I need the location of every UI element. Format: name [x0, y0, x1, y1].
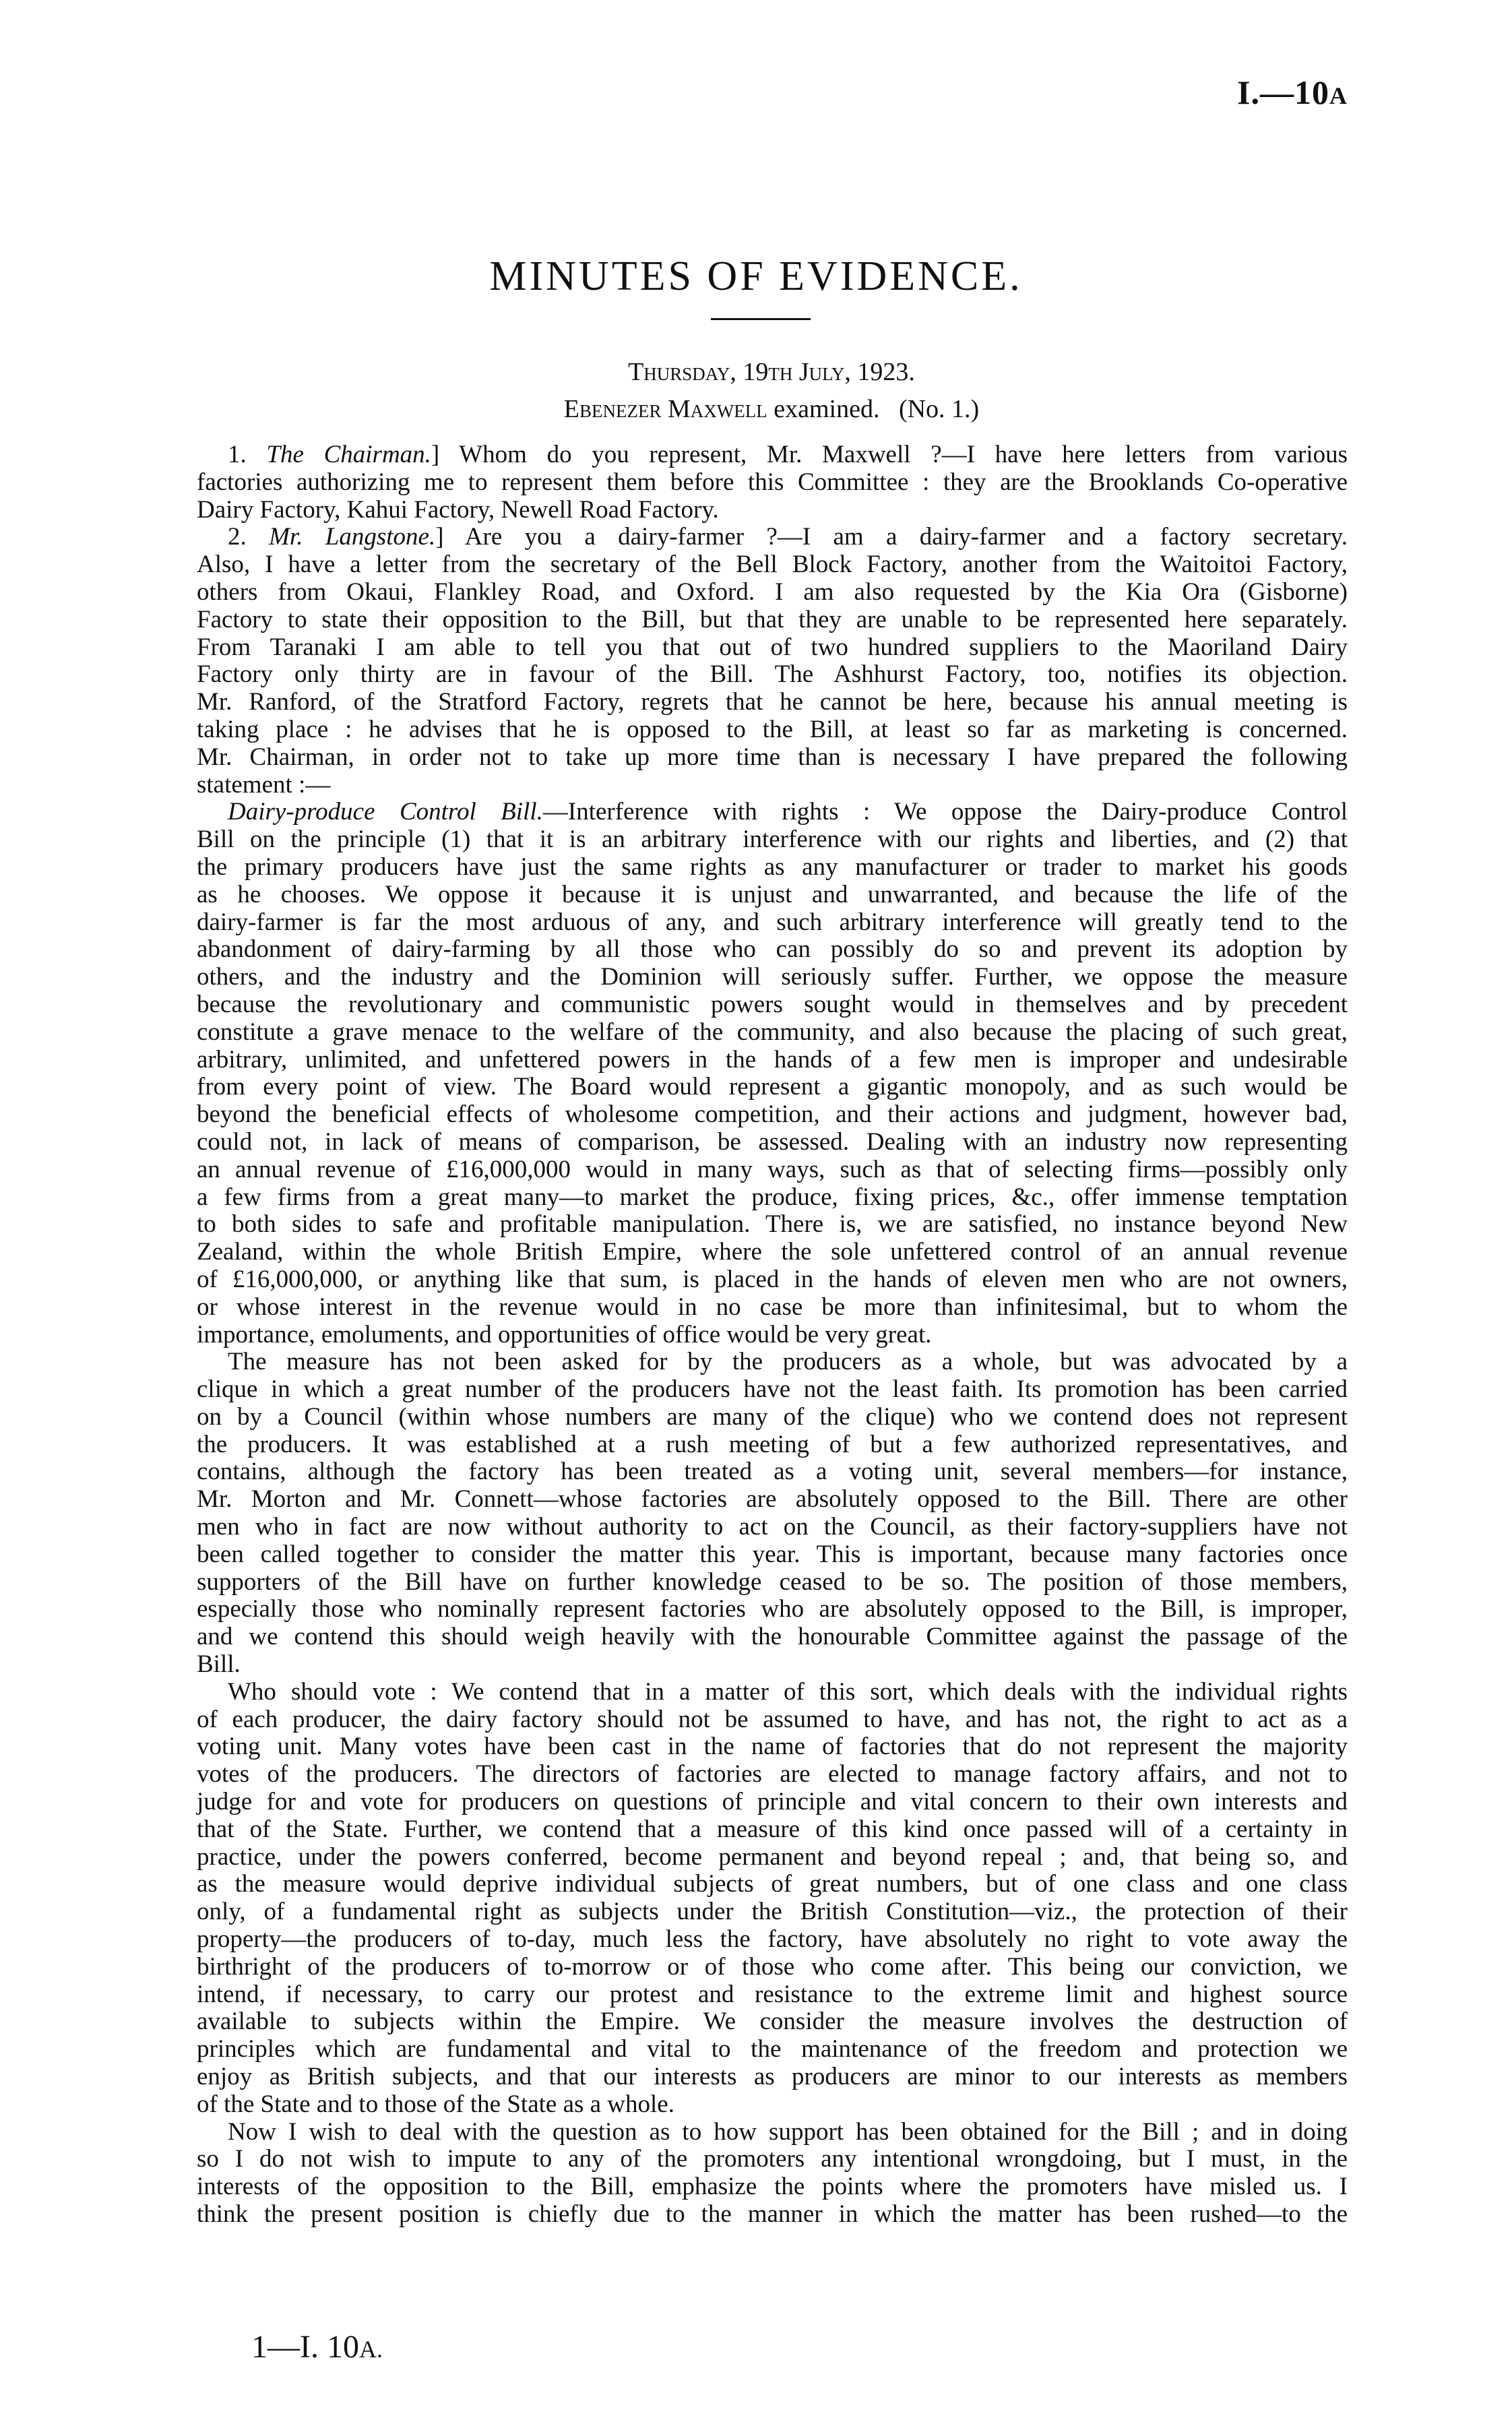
footer-main: 1—I. 10: [251, 2329, 359, 2365]
text-line: from every point of view. The Board would represent a gigantic monopoly, and as such would be: [197, 1073, 1348, 1101]
paragraph: [197, 1679, 1348, 2119]
text-line: Mr. Morton and Mr. Connett—whose factories are absolutely opposed to the Bill. There are other: [197, 1485, 1348, 1514]
text-line: Mr. Chairman, in order not to take up more time than is necessary I have prepared the following: [197, 743, 1348, 771]
text-line: on by a Council (within whose numbers are many of the clique) who we contend does not represent: [197, 1402, 1348, 1431]
speaker-label: Dairy-produce Control Bill.: [228, 798, 543, 826]
text-line: the primary producers have just the same rights as any manufacturer or trader to market his goods: [197, 852, 1348, 881]
text-line: intend, if necessary, to carry our protest and resistance to the extreme limit and highest source: [197, 1980, 1348, 2008]
text-line: principles which are fundamental and vital to the maintenance of the freedom and protection we: [197, 2035, 1348, 2064]
text-line: 2. Mr. Langstone.] Are you a dairy-farmer ?—I am a dairy-farmer and a factory secretary.: [228, 523, 1348, 551]
text-line: Who should vote : We contend that in a matter of this sort, which deals with the individual rights: [228, 1677, 1348, 1706]
text-line: an annual revenue of £16,000,000 would in many ways, such as that of selecting firms—possibly only: [197, 1155, 1348, 1183]
text-line: others from Okaui, Flankley Road, and Oxford. I am also requested by the Kia Ora (Gisborne): [197, 578, 1348, 606]
text-line: enjoy as British subjects, and that our interests as producers are minor to our interests as members: [197, 2063, 1348, 2091]
text-line: 1. The Chairman.] Whom do you represent, Mr. Maxwell ?—I have here letters from various: [228, 441, 1348, 468]
page-reference-suffix: A: [1329, 82, 1348, 109]
text-line: practice, under the powers conferred, become permanent and beyond repeal ; and, that being so, and: [197, 1842, 1348, 1871]
witness-examined: examined. (No. 1.): [767, 395, 980, 423]
text-line: others, and the industry and the Dominion will seriously suffer. Further, we oppose the measure: [197, 963, 1348, 991]
text-line: to both sides to safe and profitable manipulation. There is, we are satisfied, no instance beyond New: [197, 1210, 1348, 1239]
witness-heading: [0, 394, 1512, 424]
text-line: property—the producers of to-day, much less the factory, have absolutely no right to vote away the: [197, 1925, 1348, 1954]
text-line: could not, in lack of means of comparison, be assessed. Dealing with an industry now representing: [197, 1127, 1348, 1156]
text-line: men who in fact are now without authority to act on the Council, as their factory-suppliers have not: [197, 1513, 1348, 1541]
session-date: Thursday, 19th July, 1923.: [628, 358, 915, 386]
text-line: arbitrary, unlimited, and unfettered powers in the hands of a few men is improper and undesirable: [197, 1045, 1348, 1074]
paragraph: [197, 441, 1348, 524]
witness-name: Ebenezer Maxwell: [563, 395, 767, 423]
text-line: judge for and vote for producers on questions of principle and vital concern to their own interests and: [197, 1788, 1348, 1816]
speaker-label: Mr. Langstone.: [269, 523, 436, 551]
text-line: abandonment of dairy-farming by all those who can possibly do so and prevent its adoption by: [197, 935, 1348, 964]
text-line: Mr. Ranford, of the Stratford Factory, regrets that he cannot be here, because his annual meeting is: [197, 688, 1348, 716]
text-line: the producers. It was established at a rush meeting of but a few authorized representatives, and: [197, 1430, 1348, 1458]
text-line: that of the State. Further, we contend that a measure of this kind once passed will of a certainty in: [197, 1815, 1348, 1843]
footer-suffix: A.: [358, 2336, 383, 2363]
text-line: of the State and to those of the State as a whole.: [197, 2090, 674, 2118]
text-line: statement :—: [197, 770, 331, 799]
text-line: Now I wish to deal with the question as to how support has been obtained for the Bill ; and in doing: [228, 2117, 1348, 2146]
text-line: constitute a grave menace to the welfare of the community, and also because the placing of such great,: [197, 1018, 1348, 1046]
text-line: as he chooses. We oppose it because it is unjust and unwarranted, and because the life of the: [197, 880, 1348, 908]
text-line: contains, although the factory has been treated as a voting unit, several members—for instance,: [197, 1458, 1348, 1486]
text-line: taking place : he advises that he is opposed to the Bill, at least so far as marketing is concerned.: [197, 715, 1348, 743]
speaker-label: The Chairman.: [266, 441, 431, 468]
text-line: especially those who nominally represent factories who are absolutely opposed to the Bill, is improper,: [197, 1595, 1348, 1623]
page-footer: [251, 2328, 383, 2365]
text-line: clique in which a great number of the producers have not the least faith. Its promotion has been carried: [197, 1375, 1348, 1404]
text-line: available to subjects within the Empire. We consider the measure involves the destruction of: [197, 2008, 1348, 2036]
text-line: Zealand, within the whole British Empire, where the sole unfettered control of an annual revenue: [197, 1238, 1348, 1266]
text-line: The measure has not been asked for by the producers as a whole, but was advocated by a: [228, 1348, 1348, 1376]
paragraph: [197, 799, 1348, 1348]
text-line: as the measure would deprive individual subjects of great numbers, but of one class and one class: [197, 1870, 1348, 1898]
text-line: of each producer, the dairy factory should not be assumed to have, and has not, the right to act as a: [197, 1705, 1348, 1733]
text-line: importance, emoluments, and opportunities of office would be very great.: [197, 1320, 932, 1348]
text-line: factories authorizing me to represent them before this Committee : they are the Brooklands Co-operative: [197, 468, 1348, 496]
text-line: supporters of the Bill have on further knowledge ceased to be so. The position of those members,: [197, 1568, 1348, 1596]
document-title: MINUTES OF EVIDENCE.: [489, 253, 1023, 299]
text-line: and we contend this should weigh heavily with the honourable Committee against the passage of the: [197, 1623, 1348, 1651]
evidence-body: [197, 441, 1348, 2229]
text-line: Bill on the principle (1) that it is an arbitrary interference with our rights and liberties, and (2) that: [197, 826, 1348, 854]
text-line: Dairy Factory, Kahui Factory, Newell Road Factory.: [197, 495, 719, 524]
text-line: so I do not wish to impute to any of the promoters any intentional wrongdoing, but I must, in the: [197, 2145, 1348, 2173]
text-line: or whose interest in the revenue would in no case be more than infinitesimal, but to whom the: [197, 1293, 1348, 1321]
title-divider: [711, 318, 811, 320]
text-line: only, of a fundamental right as subjects under the British Constitution—viz., the protection of their: [197, 1898, 1348, 1926]
text-line: Factory to state their opposition to the Bill, but that they are unable to be represented here separately.: [197, 605, 1348, 633]
text-line: beyond the beneficial effects of wholesome competition, and their actions and judgment, however bad,: [197, 1100, 1348, 1129]
text-line: a few firms from a great many—to market the produce, fixing prices, &c., offer immense temptation: [197, 1183, 1348, 1211]
text-line: because the revolutionary and communistic powers sought would in themselves and by precedent: [197, 990, 1348, 1018]
text-line: think the present position is chiefly due to the manner in which the matter has been rushed—to the: [197, 2200, 1348, 2228]
text-line: been called together to consider the matter this year. This is important, because many factories once: [197, 1540, 1348, 1568]
paragraph: [197, 524, 1348, 799]
text-line: Factory only thirty are in favour of the Bill. The Ashhurst Factory, too, notifies its objection.: [197, 660, 1348, 689]
text-line: Dairy-produce Control Bill.—Interference with rights : We oppose the Dairy-produce Control: [228, 798, 1348, 826]
text-line: of £16,000,000, or anything like that sum, is placed in the hands of eleven men who are not owners,: [197, 1265, 1348, 1293]
text-line: votes of the producers. The directors of factories are elected to manage factory affairs, and not to: [197, 1760, 1348, 1789]
page-reference: [1237, 73, 1348, 112]
text-line: Bill.: [197, 1650, 241, 1679]
text-line: From Taranaki I am able to tell you that out of two hundred suppliers to the Maoriland Dairy: [197, 633, 1348, 661]
text-line: birthright of the producers of to-morrow or of those who come after. This being our conviction, we: [197, 1952, 1348, 1981]
text-line: dairy-farmer is far the most arduous of any, and such arbitrary interference will greatly tend to the: [197, 908, 1348, 936]
paragraph: [197, 1348, 1348, 1679]
text-line: interests of the opposition to the Bill, emphasize the points where the promoters have misled us. I: [197, 2173, 1348, 2201]
text-line: Also, I have a letter from the secretary of the Bell Block Factory, another from the Waitoitoi Factory,: [197, 551, 1348, 579]
page-reference-main: I.—10: [1237, 73, 1329, 111]
paragraph: [197, 2119, 1348, 2229]
text-line: voting unit. Many votes have been cast in the name of factories that do not represent the majority: [197, 1733, 1348, 1761]
